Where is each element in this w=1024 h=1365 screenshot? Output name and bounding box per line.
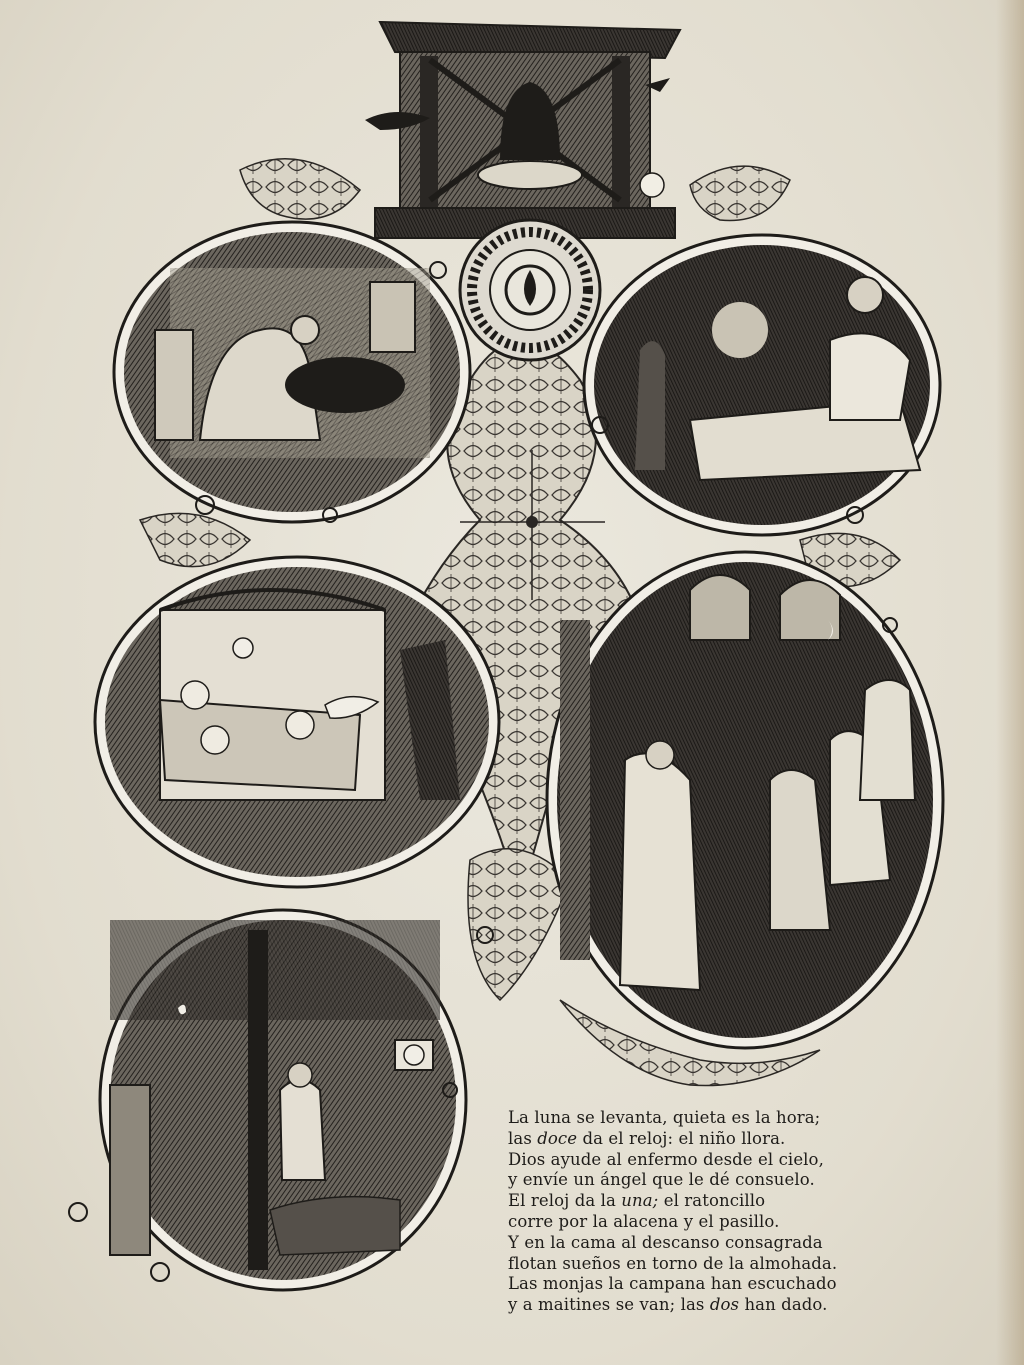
poem-verse <box>508 1108 908 1316</box>
verse-line: corre por la alacena y el pasillo. <box>508 1211 780 1231</box>
verse-line: flotan sueños en torno de la almohada. <box>508 1253 838 1273</box>
children-dreams-vignette <box>95 557 499 887</box>
verse-line: El reloj da la una; el ratoncillo <box>508 1191 766 1211</box>
sick-bed-vignette <box>584 235 940 535</box>
verse-line: Dios ayude al enfermo desde el cielo, <box>508 1149 824 1169</box>
verse-line: La luna se levanta, quieta es la hora; <box>508 1108 821 1127</box>
verse-line: y a maitines se van; las dos han dado. <box>508 1295 828 1315</box>
mother-crib-vignette <box>114 222 470 522</box>
verse-line: y envíe un ángel que le dé consuelo. <box>508 1170 815 1190</box>
verse-line: Y en la cama al descanso consagrada <box>508 1232 823 1252</box>
clock-face <box>460 220 600 360</box>
verse-line: las doce da el reloj: el niño llora. <box>508 1128 786 1148</box>
verse-line: Las monjas la campana han escuchado <box>508 1274 837 1294</box>
night-watchman-vignette <box>100 910 466 1290</box>
bell-tower <box>365 22 680 238</box>
